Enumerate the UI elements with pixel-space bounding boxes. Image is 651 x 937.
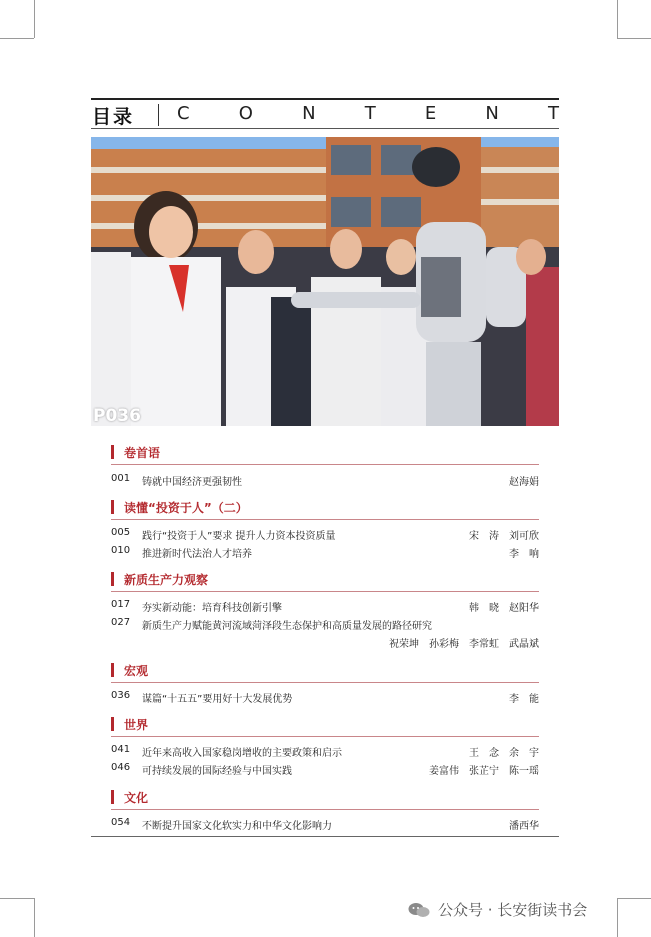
toc-entry[interactable] (111, 817, 539, 833)
content-letter: E (424, 103, 437, 124)
entry-authors: 姜富伟 张芷宁 陈一瑶 (429, 766, 539, 777)
entry-authors: 宋 涛 刘可欣 (469, 531, 539, 542)
entry-authors: 韩 晓 赵阳华 (469, 603, 539, 614)
section-marker (111, 445, 114, 459)
section-marker (111, 500, 114, 514)
section-rule (111, 736, 539, 737)
toc-entry[interactable] (111, 527, 539, 543)
section-heading (111, 716, 148, 732)
entry-page: 041 (111, 744, 131, 755)
entry-title: 铸就中国经济更强韧性 (142, 477, 242, 488)
toc-entry[interactable] (111, 545, 539, 561)
watermark-text: 公众号 · 长安街读书会 (438, 901, 588, 919)
section-rule (111, 591, 539, 592)
entry-authors: 赵海娟 (509, 477, 539, 488)
entry-page: 010 (111, 545, 131, 556)
entry-authors: 王 念 余 宇 (469, 748, 539, 759)
entry-page: 036 (111, 690, 131, 701)
section-rule (111, 519, 539, 520)
cover-photo (91, 137, 559, 426)
section-heading (111, 499, 248, 515)
section-rule (111, 682, 539, 683)
wechat-icon (408, 902, 430, 918)
section-marker (111, 663, 114, 677)
section-title: 新质生产力观察 (124, 572, 209, 587)
section-rule (111, 464, 539, 465)
header-bottom-rule (91, 128, 559, 129)
section-title: 宏观 (124, 663, 149, 678)
toc-entry[interactable] (111, 690, 539, 706)
entry-title: 夯实新动能：培育科技创新引擎 (142, 603, 282, 614)
content-letter: T (364, 103, 376, 124)
content-heading (177, 103, 559, 124)
toc-entry[interactable] (111, 473, 539, 489)
section-marker (111, 790, 114, 804)
content-letter: N (302, 103, 316, 124)
toc-entry[interactable] (111, 617, 539, 633)
toc-entry[interactable] (111, 744, 539, 760)
entry-authors: 李 能 (509, 694, 539, 705)
entry-title: 践行“投资于人”要求 提升人力资本投资质量 (142, 531, 336, 542)
entry-page: 027 (111, 617, 131, 628)
entry-page: 001 (111, 473, 131, 484)
section-heading (111, 789, 148, 805)
crop-mark (617, 898, 651, 899)
photo-illustration (91, 137, 559, 426)
crop-mark (0, 38, 34, 39)
content-letter: C (177, 103, 190, 124)
entry-authors: 潘西华 (509, 821, 539, 832)
section-heading (111, 662, 148, 678)
entry-page: 054 (111, 817, 131, 828)
crop-mark (617, 0, 618, 38)
entry-title: 推进新时代法治人才培养 (142, 549, 252, 560)
crop-mark (34, 0, 35, 38)
header-top-rule (91, 98, 559, 100)
content-letter: N (485, 103, 499, 124)
entry-title: 新质生产力赋能黄河流域菏泽段生态保护和高质量发展的路径研究 (142, 621, 432, 632)
section-rule (111, 809, 539, 810)
entry-authors: 李 响 (509, 549, 539, 560)
section-marker (111, 572, 114, 586)
entry-page: 046 (111, 762, 131, 773)
header-separator (158, 104, 159, 126)
page-title: 目录 (92, 106, 135, 128)
entry-page: 005 (111, 527, 131, 538)
content-letter: T (548, 103, 559, 124)
section-marker (111, 717, 114, 731)
entry-title: 谋篇“十五五”要用好十大发展优势 (142, 694, 293, 705)
entry-title: 可持续发展的国际经验与中国实践 (142, 766, 292, 777)
entry-title: 近年来高收入国家稳岗增收的主要政策和启示 (142, 748, 342, 759)
section-heading (111, 571, 208, 587)
crop-mark (617, 38, 651, 39)
crop-mark (34, 898, 35, 937)
entry-title: 不断提升国家文化软实力和中华文化影响力 (142, 821, 332, 832)
crop-mark (0, 898, 34, 899)
toc-entry[interactable] (111, 762, 539, 778)
toc-entry[interactable] (111, 599, 539, 615)
section-title: 读懂“投资于人”（二） (124, 500, 248, 515)
section-title: 文化 (124, 790, 149, 805)
photo-page-ref: P036 (93, 406, 141, 426)
watermark (408, 899, 587, 920)
footer-rule (91, 836, 559, 837)
section-title: 世界 (124, 717, 149, 732)
entry-authors: 祝荣坤 孙彩梅 李常虹 武晶斌 (389, 639, 539, 650)
crop-mark (617, 898, 618, 937)
content-letter: O (238, 103, 253, 124)
section-heading (111, 444, 160, 460)
section-title: 卷首语 (124, 445, 161, 460)
entry-page: 017 (111, 599, 131, 610)
